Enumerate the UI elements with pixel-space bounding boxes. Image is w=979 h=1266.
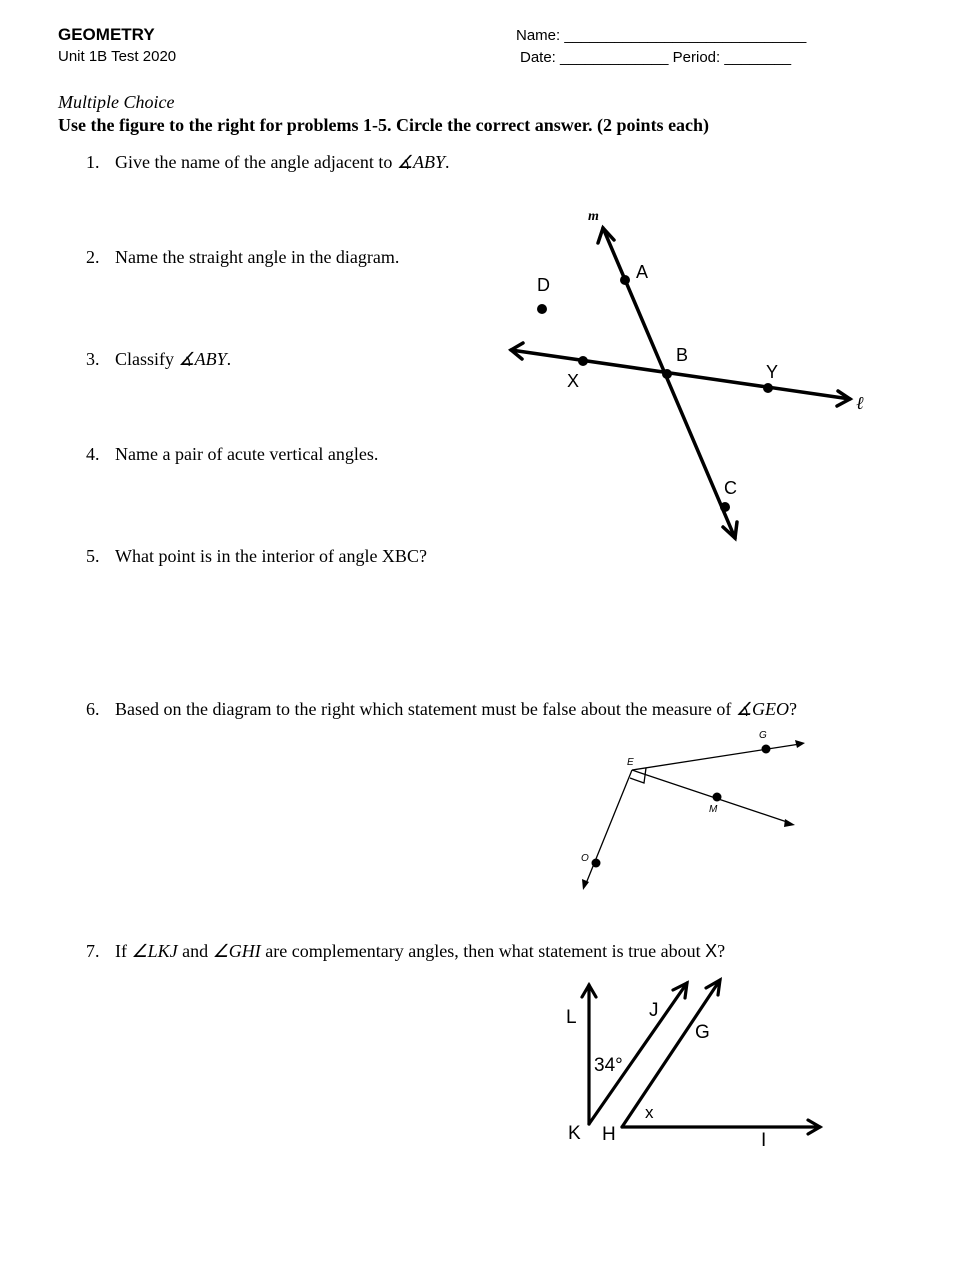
name-blank[interactable]: _____________________________ bbox=[564, 27, 807, 44]
question-4: 4. Name a pair of acute vertical angles. bbox=[86, 444, 379, 464]
test-title: Unit 1B Test 2020 bbox=[58, 48, 177, 65]
section-title: Multiple Choice bbox=[58, 92, 175, 112]
angle-34-label: 34° bbox=[594, 1055, 623, 1076]
label-x: X bbox=[567, 371, 580, 391]
label-g-fig3: G bbox=[695, 1022, 710, 1043]
label-j: J bbox=[649, 1000, 659, 1021]
label-l: ℓ bbox=[856, 393, 864, 413]
label-g: G bbox=[759, 730, 767, 741]
label-y: Y bbox=[766, 362, 779, 382]
question-3: 3. Classify ∡ABY. bbox=[86, 349, 232, 369]
instructions: Use the figure to the right for problems 1-5. Circle the correct answer. (2 points each) bbox=[58, 115, 710, 135]
label-e: E bbox=[627, 757, 634, 768]
label-m-point: M bbox=[709, 804, 718, 815]
period-blank[interactable]: ________ bbox=[724, 49, 792, 66]
label-h: H bbox=[602, 1124, 616, 1145]
label-k: K bbox=[568, 1123, 581, 1144]
date-blank[interactable]: _____________ bbox=[560, 49, 669, 66]
label-d: D bbox=[537, 275, 550, 295]
name-label: Name: bbox=[516, 27, 561, 44]
label-o: O bbox=[581, 853, 589, 864]
period-label: Period: bbox=[672, 49, 721, 66]
angle-x-label: x bbox=[645, 1103, 654, 1122]
label-l-fig3: L bbox=[566, 1007, 577, 1028]
question-2: 2. Name the straight angle in the diagram. bbox=[86, 247, 400, 267]
label-b: B bbox=[676, 345, 689, 365]
label-a: A bbox=[636, 262, 649, 282]
label-c: C bbox=[724, 478, 737, 498]
label-i: I bbox=[761, 1130, 767, 1151]
question-1: 1. Give the name of the angle adjacent to ∡ABY. bbox=[86, 152, 450, 172]
date-label: Date: bbox=[520, 49, 556, 66]
question-6: 6. Based on the diagram to the right which statement must be false about the measure of ∡GEO? bbox=[86, 699, 797, 719]
question-7: 7. If ∠LKJ and ∠GHI are complementary angles, then what statement is true about X? bbox=[86, 941, 726, 961]
course-title: GEOMETRY bbox=[58, 25, 155, 44]
question-5: 5. What point is in the interior of angle XBC? bbox=[86, 546, 427, 566]
label-m: m bbox=[588, 209, 599, 224]
